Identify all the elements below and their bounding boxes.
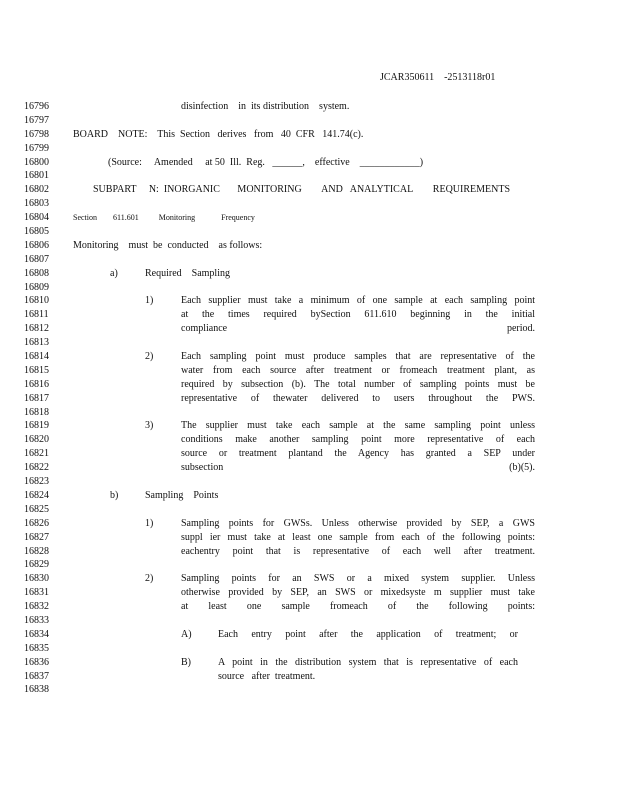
line-number: 16808 <box>24 267 49 279</box>
line-number: 16823 <box>24 476 49 488</box>
line-number: 16833 <box>24 614 49 626</box>
line-number: 16804 <box>24 212 49 224</box>
line-number: 16815 <box>24 364 49 376</box>
line-number: 16797 <box>24 114 49 126</box>
line-number: 16799 <box>24 142 49 154</box>
line-number: 16821 <box>24 448 49 460</box>
list-item-text: A point in the distribution system that is representative of each <box>218 656 518 668</box>
line-text: source after treatment. <box>218 670 316 682</box>
line-number: 16836 <box>24 656 49 668</box>
list-marker: 3) <box>145 420 154 432</box>
list-item-text: Required Sampling <box>145 267 230 279</box>
document-line <box>24 656 594 670</box>
document-line <box>24 517 594 531</box>
document-line <box>24 197 594 211</box>
document-line <box>24 406 594 420</box>
line-text: (Source: Amended at 50 Ill. Reg. ______, effective ____________) <box>108 156 424 168</box>
line-number: 16817 <box>24 392 49 404</box>
line-number: 16824 <box>24 489 49 501</box>
line-number: 16830 <box>24 573 49 585</box>
document-line <box>24 308 594 322</box>
line-text: eachentry point that is representative of each well after treatment. <box>181 545 535 557</box>
line-number: 16831 <box>24 587 49 599</box>
document-line <box>24 531 594 545</box>
document-line <box>24 364 594 378</box>
line-number: 16838 <box>24 684 49 696</box>
document-line <box>24 683 594 697</box>
document-line <box>24 378 594 392</box>
line-number: 16832 <box>24 601 49 613</box>
line-number: 16820 <box>24 434 49 446</box>
list-marker: 1) <box>145 295 154 307</box>
line-number: 16835 <box>24 642 49 654</box>
document-id-header: JCAR350611 -2513118r01 <box>380 72 496 83</box>
document-line <box>24 503 594 517</box>
document-line <box>24 628 594 642</box>
line-number: 16819 <box>24 420 49 432</box>
list-marker: 2) <box>145 351 154 363</box>
line-number: 16798 <box>24 128 49 140</box>
list-item-text: Sampling points for GWSs. Unless otherwise provided by SEP, a GWS <box>181 517 535 529</box>
list-item-text: Sampling Points <box>145 489 219 501</box>
line-number: 16816 <box>24 378 49 390</box>
document-line <box>24 267 594 281</box>
document-line <box>24 322 594 336</box>
list-marker: 2) <box>145 573 154 585</box>
document-line <box>24 156 594 170</box>
line-number: 16809 <box>24 281 49 293</box>
line-number: 16811 <box>24 309 49 321</box>
line-text: source or treatment plantand the Agency has granted a SEP under <box>181 448 535 460</box>
line-number: 16825 <box>24 503 49 515</box>
line-text: suppl ier must take at least one sample from each of the following points: <box>181 531 535 543</box>
list-item-text: Sampling points for an SWS or a mixed system supplier. Unless <box>181 573 535 585</box>
document-line <box>24 169 594 183</box>
line-number: 16807 <box>24 253 49 265</box>
document-line <box>24 294 594 308</box>
list-marker: B) <box>181 656 191 668</box>
document-line <box>24 336 594 350</box>
document-line <box>24 558 594 572</box>
line-number: 16826 <box>24 517 49 529</box>
line-text: compliance period. <box>181 323 535 335</box>
document-line <box>24 447 594 461</box>
document-line <box>24 350 594 364</box>
list-item-text: Each sampling point must produce samples that are representative of the <box>181 351 535 363</box>
line-text: representative of thewater delivered to users throughout the PWS. <box>181 392 535 404</box>
document-line <box>24 239 594 253</box>
document-line <box>24 281 594 295</box>
document-line <box>24 572 594 586</box>
document-line <box>24 392 594 406</box>
line-number: 16802 <box>24 184 49 196</box>
document-line <box>24 461 594 475</box>
line-number: 16812 <box>24 323 49 335</box>
list-marker: A) <box>181 628 192 640</box>
line-text: required by subsection (b). The total number of sampling points must be <box>181 378 535 390</box>
document-line <box>24 600 594 614</box>
line-text: Monitoring must be conducted as follows: <box>73 239 263 251</box>
document-line <box>24 183 594 197</box>
document-line <box>24 211 594 225</box>
list-item-text: The supplier must take each sample at the same sampling point unless <box>181 420 535 432</box>
line-text: BOARD NOTE: This Section derives from 40 CFR 141.74(c). <box>73 128 364 140</box>
document-line <box>24 670 594 684</box>
line-number: 16801 <box>24 170 49 182</box>
line-text: SUBPART N: INORGANIC MONITORING AND ANALYTICAL REQUIREMENTS <box>93 184 511 196</box>
line-text: Section 611.601 Monitoring Frequency <box>73 213 255 223</box>
line-number: 16810 <box>24 295 49 307</box>
line-text: at the times required bySection 611.610 beginning in the initial <box>181 309 535 321</box>
document-line <box>24 475 594 489</box>
line-text: subsection (b)(5). <box>181 462 535 474</box>
document-line <box>24 489 594 503</box>
line-text: water from each source after treatment or fromeach treatment plant, as <box>181 364 535 376</box>
line-number: 16818 <box>24 406 49 418</box>
document-line <box>24 128 594 142</box>
document-body <box>24 100 594 697</box>
line-text: conditions make another sampling point more representative of each <box>181 434 535 446</box>
list-item-text: Each entry point after the application of treatment; or <box>218 628 518 640</box>
document-line <box>24 142 594 156</box>
line-number: 16813 <box>24 337 49 349</box>
document-line <box>24 225 594 239</box>
line-text: disinfection in its distribution system. <box>181 101 350 112</box>
line-number: 16803 <box>24 198 49 210</box>
line-number: 16800 <box>24 156 49 168</box>
line-number: 16829 <box>24 559 49 571</box>
document-line <box>24 586 594 600</box>
line-number: 16828 <box>24 545 49 557</box>
document-line <box>24 545 594 559</box>
line-text: at least one sample fromeach of the following points: <box>181 601 535 613</box>
line-number: 16805 <box>24 226 49 238</box>
document-line <box>24 642 594 656</box>
document-line <box>24 114 594 128</box>
line-number: 16834 <box>24 628 49 640</box>
line-number: 16796 <box>24 101 49 112</box>
document-line <box>24 433 594 447</box>
line-number: 16837 <box>24 670 49 682</box>
document-line <box>24 253 594 267</box>
line-text: otherwise provided by SEP, an SWS or mixedsyste m supplier must take <box>181 587 535 599</box>
document-line <box>24 419 594 433</box>
list-item-text: Each supplier must take a minimum of one sample at each sampling point <box>181 295 535 307</box>
list-marker: a) <box>110 267 118 279</box>
list-marker: 1) <box>145 517 154 529</box>
document-line <box>24 614 594 628</box>
list-marker: b) <box>110 489 119 501</box>
line-number: 16806 <box>24 239 49 251</box>
document-line <box>24 100 594 114</box>
line-number: 16822 <box>24 462 49 474</box>
line-number: 16814 <box>24 351 49 363</box>
line-number: 16827 <box>24 531 49 543</box>
